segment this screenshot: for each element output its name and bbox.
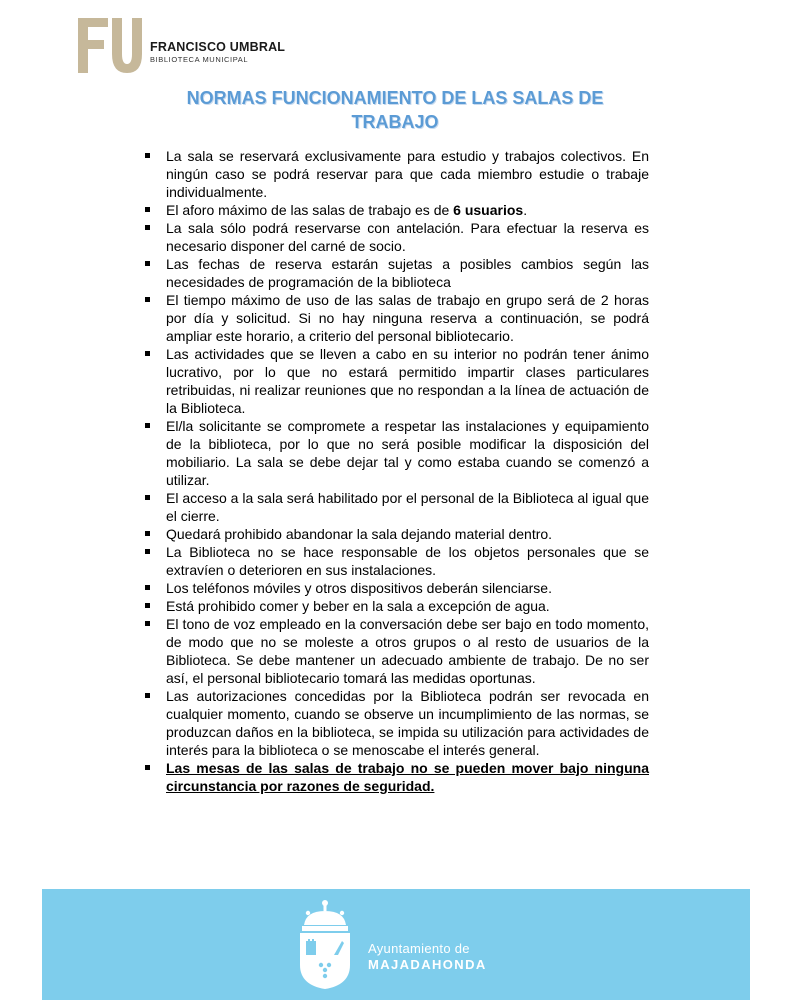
- rule-text: Los teléfonos móviles y otros dispositivos deberán silenciarse.: [166, 580, 552, 596]
- rule-item: [145, 687, 649, 759]
- rule-item: [145, 255, 649, 291]
- rule-item: [145, 147, 649, 201]
- bullet-icon: [145, 621, 150, 626]
- bullet-icon: [145, 261, 150, 266]
- rule-text: Quedará prohibido abandonar la sala dejando material dentro.: [166, 526, 553, 542]
- rule-item: [145, 489, 649, 525]
- crest-icon: [296, 899, 354, 991]
- rule-text: La sala sólo podrá reservarse con antelación. Para efectuar la reserva es necesario disponer del carné de socio.: [166, 220, 649, 254]
- logo-subtitle: BIBLIOTECA MUNICIPAL: [150, 55, 249, 64]
- rule-text-before: El aforo máximo de las salas de trabajo es de: [166, 202, 454, 218]
- rule-item: [145, 579, 649, 597]
- rule-text-after: .: [523, 202, 528, 218]
- bullet-icon: [145, 153, 150, 158]
- footer-org-line-1: Ayuntamiento de: [368, 941, 470, 956]
- rule-item: [145, 417, 649, 489]
- rule-text: El tiempo máximo de uso de las salas de trabajo en grupo será de 2 horas por día y solicitud. Si no hay ninguna reserva a continuación, se podrá ampliar este horario, a criterio del personal bibliotecario.: [166, 292, 649, 344]
- fu-logo-mark-icon: [78, 18, 142, 74]
- title-line-1: NORMAS FUNCIONAMIENTO DE LAS SALAS DE: [186, 88, 604, 108]
- rule-text: Está prohibido comer y beber en la sala a excepción de agua.: [166, 598, 550, 614]
- bullet-icon: [145, 603, 150, 608]
- footer-banner: [42, 889, 750, 1000]
- bullet-icon: [145, 693, 150, 698]
- footer-org-line-2: MAJADAHONDA: [368, 957, 487, 972]
- rule-text: El acceso a la sala será habilitado por el personal de la Biblioteca al igual que el cierre.: [166, 490, 649, 524]
- rule-item: [145, 543, 649, 579]
- capacity-value: 6 usuarios: [453, 202, 524, 218]
- bullet-icon: [145, 207, 150, 212]
- rule-text: El/la solicitante se compromete a respetar las instalaciones y equipamiento de la biblioteca, por lo que no será posible modificar la disposición del mobiliario. La sala se debe dejar tal y como estaba cuando se comenzó a utilizar.: [166, 418, 649, 488]
- rule-item: [145, 201, 649, 219]
- logo-name: FRANCISCO UMBRAL: [150, 40, 286, 54]
- rule-text: La Biblioteca no se hace responsable de los objetos personales que se extravíen o deterioren en sus instalaciones.: [166, 544, 649, 578]
- bullet-icon: [145, 549, 150, 554]
- bullet-icon: [145, 423, 150, 428]
- rule-item: [145, 291, 649, 345]
- bullet-icon: [145, 765, 150, 770]
- bullet-icon: [145, 297, 150, 302]
- bullet-icon: [145, 531, 150, 536]
- rule-item: [145, 597, 649, 615]
- page-title: [100, 86, 690, 134]
- rule-text: Las autorizaciones concedidas por la Biblioteca podrán ser revocada en cualquier momento, cuando se observe un incumplimiento de las normas, se produzcan daños en la biblioteca, se impida su utilización para actividades de interés para la biblioteca o se menoscabe el interés general.: [166, 688, 649, 758]
- bullet-icon: [145, 495, 150, 500]
- rule-item: [145, 759, 649, 795]
- rule-text: Las fechas de reserva estarán sujetas a posibles cambios según las necesidades de programación de la biblioteca: [166, 256, 649, 290]
- rule-text-emphasis: Las mesas de las salas de trabajo no se pueden mover bajo ninguna circunstancia por razones de seguridad.: [166, 760, 649, 794]
- bullet-icon: [145, 585, 150, 590]
- rule-text: El tono de voz empleado en la conversación debe ser bajo en todo momento, de modo que no se moleste a otros grupos o al resto de usuarios de la Biblioteca. Se debe mantener un adecuado ambiente de trabajo. De no ser así, el personal bibliotecario tomará las medidas oportunas.: [166, 616, 649, 686]
- bullet-icon: [145, 351, 150, 356]
- title-line-2: TRABAJO: [351, 112, 439, 132]
- rule-item: [145, 219, 649, 255]
- rule-text: Las actividades que se lleven a cabo en su interior no podrán tener ánimo lucrativo, por lo que no estará permitido impartir clases particulares retribuidas, ni realizar reuniones que no respondan a la línea de actuación de la Biblioteca.: [166, 346, 649, 416]
- library-logo: [78, 18, 308, 76]
- rule-text: La sala se reservará exclusivamente para estudio y trabajos colectivos. En ningún caso se podrá reservar para que cada miembro estudie o trabaje individualmente.: [166, 148, 649, 200]
- rules-list: [145, 147, 649, 795]
- rule-item: [145, 525, 649, 543]
- rule-item: [145, 345, 649, 417]
- bullet-icon: [145, 225, 150, 230]
- rule-item: [145, 615, 649, 687]
